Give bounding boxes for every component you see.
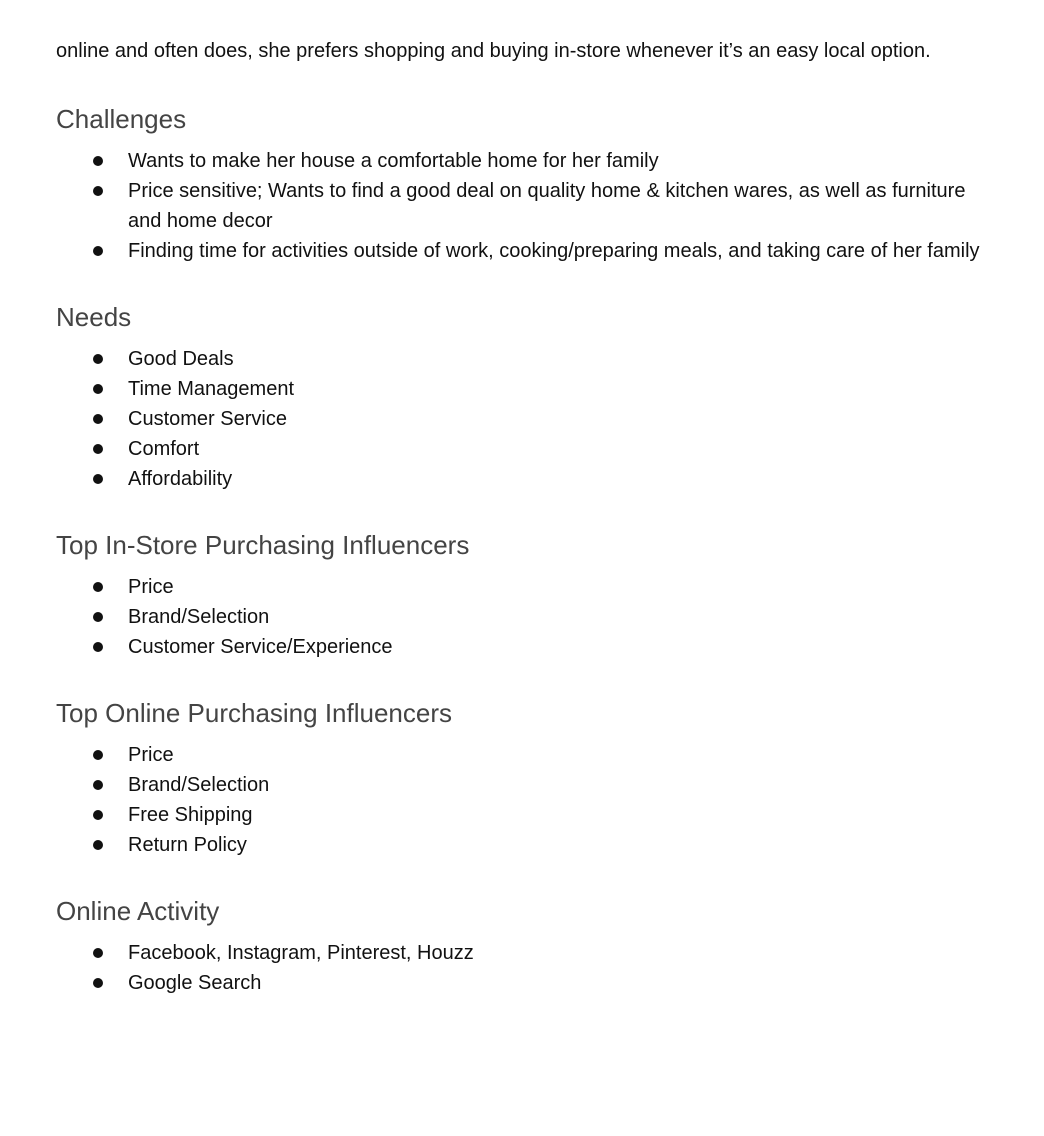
bullet-icon xyxy=(93,414,103,424)
list-item-text: Return Policy xyxy=(128,834,247,856)
online-activity-heading: Online Activity xyxy=(56,896,220,926)
challenges-heading: Challenges xyxy=(56,104,187,134)
bullet-icon xyxy=(93,978,103,988)
list-item xyxy=(56,830,986,860)
list-item-text: Customer Service xyxy=(128,408,287,430)
list-item-text: Affordability xyxy=(128,468,233,490)
list-item xyxy=(56,404,986,434)
list-item xyxy=(56,236,986,266)
list-item xyxy=(56,344,986,374)
bullet-icon xyxy=(93,444,103,454)
list-item-text: Comfort xyxy=(128,438,200,460)
list-item xyxy=(56,146,986,176)
instore-influencers-list xyxy=(56,572,986,662)
list-item-text: Good Deals xyxy=(128,348,234,370)
document-page xyxy=(56,36,986,998)
intro-paragraph: online and often does, she prefers shopping and buying in-store whenever it’s an easy local option. xyxy=(56,40,931,62)
needs-heading: Needs xyxy=(56,302,132,332)
list-item-text: Brand/Selection xyxy=(128,606,270,628)
list-item-text: Price sensitive; Wants to find a good deal on quality home & kitchen wares, as well as furniture and home decor xyxy=(128,180,966,232)
list-item xyxy=(56,632,986,662)
list-item xyxy=(56,374,986,404)
list-item-text: Facebook, Instagram, Pinterest, Houzz xyxy=(128,942,474,964)
bullet-icon xyxy=(93,750,103,760)
online-influencers-heading: Top Online Purchasing Influencers xyxy=(56,698,453,728)
bullet-icon xyxy=(93,948,103,958)
list-item xyxy=(56,602,986,632)
list-item-text: Brand/Selection xyxy=(128,774,270,796)
list-item-text: Finding time for activities outside of work, cooking/preparing meals, and taking care of her family xyxy=(128,240,980,262)
list-item-text: Wants to make her house a comfortable home for her family xyxy=(128,150,659,172)
instore-influencers-heading: Top In-Store Purchasing Influencers xyxy=(56,530,470,560)
bullet-icon xyxy=(93,246,103,256)
list-item xyxy=(56,434,986,464)
list-item xyxy=(56,938,986,968)
list-item-text: Free Shipping xyxy=(128,804,253,826)
list-item xyxy=(56,176,986,236)
bullet-icon xyxy=(93,840,103,850)
bullet-icon xyxy=(93,810,103,820)
bullet-icon xyxy=(93,642,103,652)
bullet-icon xyxy=(93,780,103,790)
list-item-text: Price xyxy=(128,744,174,766)
list-item xyxy=(56,800,986,830)
list-item xyxy=(56,464,986,494)
bullet-icon xyxy=(93,474,103,484)
online-activity-list xyxy=(56,938,986,998)
needs-list xyxy=(56,344,986,494)
list-item xyxy=(56,572,986,602)
challenges-list xyxy=(56,146,986,266)
list-item-text: Google Search xyxy=(128,972,262,994)
bullet-icon xyxy=(93,612,103,622)
bullet-icon xyxy=(93,186,103,196)
bullet-icon xyxy=(93,354,103,364)
bullet-icon xyxy=(93,156,103,166)
bullet-icon xyxy=(93,384,103,394)
list-item-text: Time Management xyxy=(128,378,294,400)
list-item xyxy=(56,740,986,770)
list-item-text: Price xyxy=(128,576,174,598)
online-influencers-list xyxy=(56,740,986,860)
list-item xyxy=(56,968,986,998)
list-item-text: Customer Service/Experience xyxy=(128,636,393,658)
list-item xyxy=(56,770,986,800)
bullet-icon xyxy=(93,582,103,592)
